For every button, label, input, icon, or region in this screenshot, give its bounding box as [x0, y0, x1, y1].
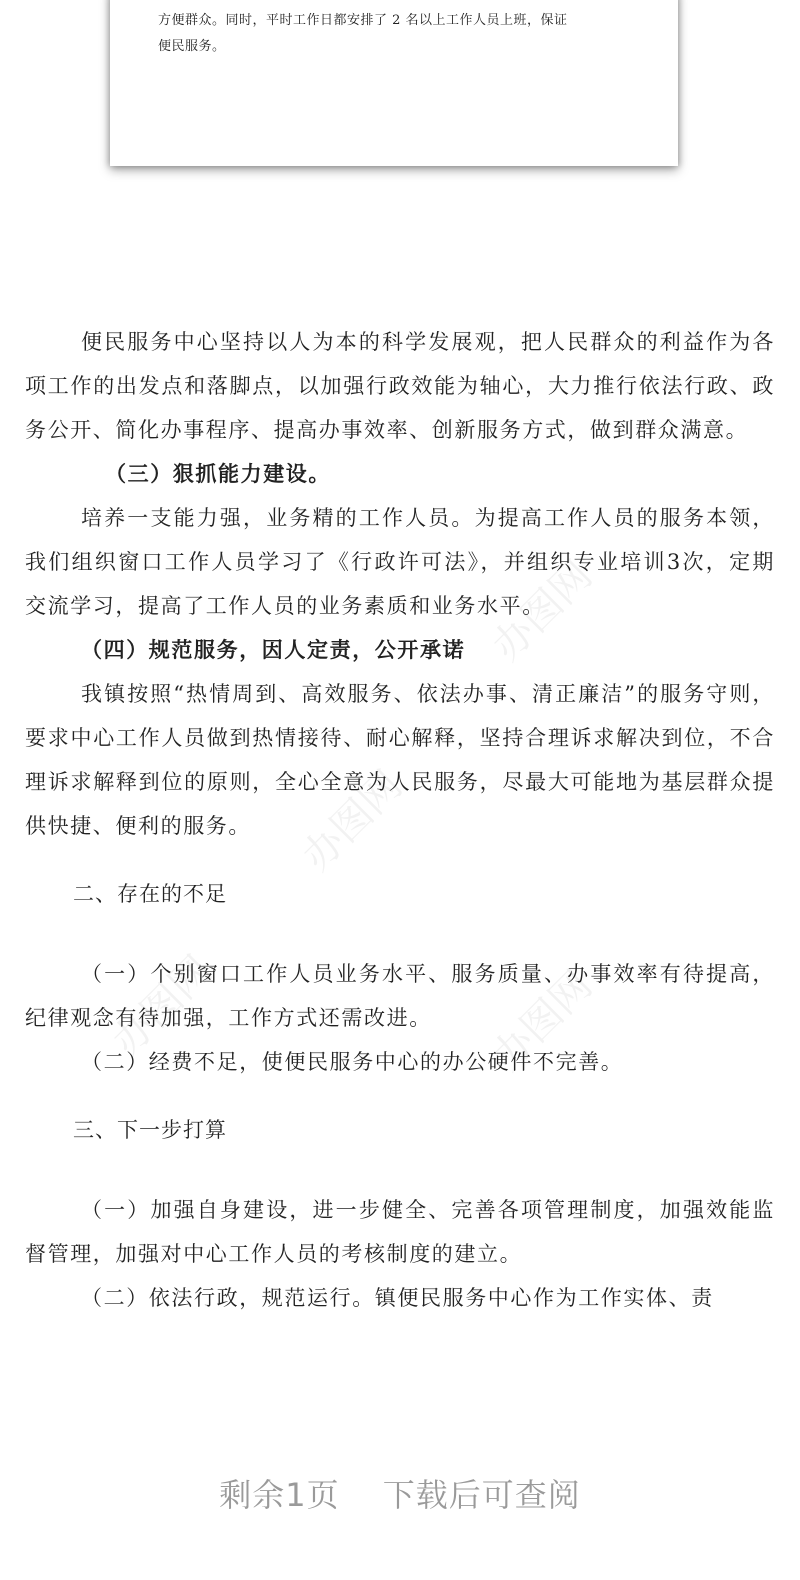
shortcoming-item-1: （一）个别窗口工作人员业务水平、服务质量、办事效率有待提高，纪律观念有待加强，工作方式还需改进。 — [25, 962, 775, 1030]
section-title-shortcomings: 二、存在的不足 — [73, 882, 227, 906]
preview-text — [158, 8, 638, 60]
next-step-item-2: （二）依法行政，规范运行。镇便民服务中心作为工作实体、责 — [81, 1286, 714, 1310]
watermark-3: 办图网 — [483, 962, 602, 1080]
watermark-4: 办图网 — [103, 947, 222, 1065]
paragraph-service-rules: 我镇按照“热情周到、高效服务、依法办事、清正廉洁”的服务守则，要求中心工作人员做到热情接待、耐心解释，坚持合理诉求解决到位，不合理诉求解释到位的原则，全心全意为人民服务，尽最大可能地为基层群众提供快捷、便利的服务。 — [25, 682, 775, 838]
shortcoming-item-2: （二）经费不足，使便民服务中心的办公硬件不完善。 — [81, 1050, 624, 1074]
document-body — [25, 320, 775, 1320]
preview-line-1: 方便群众。同时，平时工作日都安排了 2 名以上工作人员上班，保证 — [158, 13, 568, 28]
download-prompt[interactable] — [0, 1470, 800, 1516]
paragraph-service-philosophy: 便民服务中心坚持以人为本的科学发展观，把人民群众的利益作为各项工作的出发点和落脚点，以加强行政效能为轴心，大力推行依法行政、政务公开、简化办事程序、提高办事效率、创新服务方式，做到群众满意。 — [25, 330, 775, 442]
preview-line-2: 便民服务。 — [158, 39, 226, 54]
preview-page-card — [110, 0, 678, 166]
watermark-1: 办图网 — [293, 762, 412, 880]
paragraph-training: 培养一支能力强，业务精的工作人员。为提高工作人员的服务本领，我们组织窗口工作人员学习了《行政许可法》，并组织专业培训3次，定期交流学习，提高了工作人员的业务素质和业务水平。 — [25, 506, 775, 618]
heading-ability-building: （三）狠抓能力建设。 — [105, 461, 331, 486]
next-step-item-1: （一）加强自身建设，进一步健全、完善各项管理制度，加强效能监督管理，加强对中心工作人员的考核制度的建立。 — [25, 1198, 775, 1266]
watermark-2: 办图网 — [483, 552, 602, 670]
download-to-view-label[interactable]: 下载后可查阅 — [382, 1476, 581, 1514]
heading-standard-service: （四）规范服务，因人定责，公开承诺 — [81, 637, 466, 662]
section-title-next-steps: 三、下一步打算 — [73, 1118, 227, 1142]
remaining-pages-label: 剩余1页 — [219, 1476, 340, 1514]
